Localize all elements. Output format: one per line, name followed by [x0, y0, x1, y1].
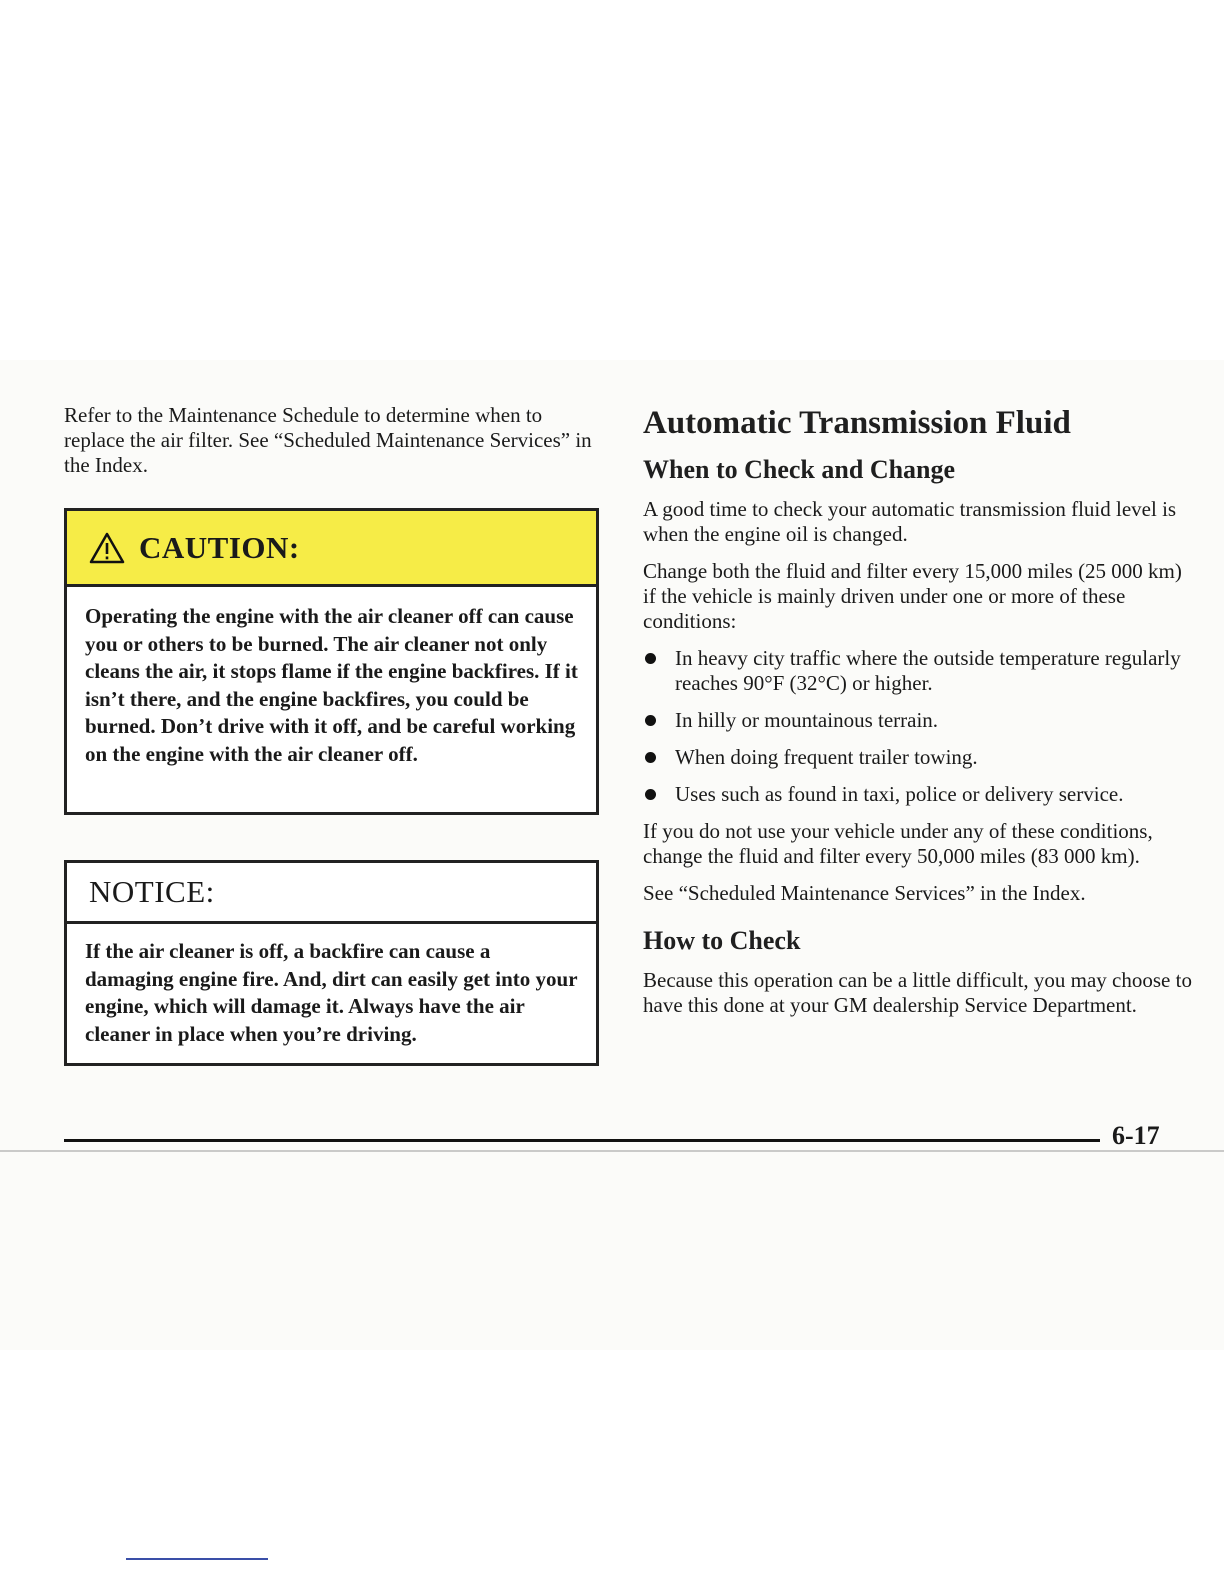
bullet-icon	[645, 653, 656, 664]
footer-rule	[64, 1139, 1100, 1142]
how-to-check-heading: How to Check	[643, 926, 801, 955]
intro-paragraph: Refer to the Maintenance Schedule to determine when to replace the air filter. See “Scheduled Maintenance Services” in the Index.	[64, 403, 592, 477]
list-item	[643, 782, 1193, 807]
conditions-list	[643, 646, 1193, 807]
bullet-icon	[645, 789, 656, 800]
when-to-check-heading: When to Check and Change	[643, 455, 956, 484]
condition-text: When doing frequent trailer towing.	[675, 745, 978, 769]
when-paragraph-1: A good time to check your automatic transmission fluid level is when the engine oil is changed.	[643, 497, 1177, 546]
bottom-link-underline	[126, 1558, 268, 1560]
notice-box	[64, 860, 599, 1066]
how-paragraph: Because this operation can be a little difficult, you may choose to have this done at your GM dealership Service Department.	[643, 968, 1192, 1017]
right-column	[643, 403, 1193, 1030]
bullet-icon	[645, 752, 656, 763]
page-number: 6-17	[1112, 1121, 1160, 1150]
caution-header	[67, 511, 596, 587]
list-item	[643, 745, 1193, 770]
notice-title: NOTICE:	[89, 874, 215, 909]
section-title: Automatic Transmission Fluid	[643, 405, 1071, 441]
warning-triangle-icon	[89, 532, 125, 564]
caution-box	[64, 508, 599, 815]
scan-edge-line	[0, 1150, 1224, 1152]
when-paragraph-4: See “Scheduled Maintenance Services” in the Index.	[643, 881, 1086, 905]
condition-text: In hilly or mountainous terrain.	[675, 708, 939, 732]
when-paragraph-3: If you do not use your vehicle under any of these conditions, change the fluid and filter every 50,000 miles (83 000 km).	[643, 819, 1153, 868]
caution-body: Operating the engine with the air cleaner off can cause you or others to be burned. The air cleaner not only cleans the air, it stops flame if the engine backfires. If it isn’t there, and the engine backfires, you could be burned. Don’t drive with it off, and be careful working on the engine with the air cleaner off.	[85, 604, 578, 766]
notice-header	[67, 863, 596, 924]
left-column	[64, 403, 604, 490]
condition-text: In heavy city traffic where the outside temperature regularly reaches 90°F (32°C) or higher.	[675, 646, 1181, 695]
notice-body: If the air cleaner is off, a backfire can cause a damaging engine fire. And, dirt can easily get into your engine, which will damage it. Always have the air cleaner in place when you’re driving.	[85, 939, 578, 1046]
bullet-icon	[645, 715, 656, 726]
caution-title: CAUTION:	[139, 529, 300, 565]
list-item	[643, 646, 1193, 696]
list-item	[643, 708, 1193, 733]
when-paragraph-2: Change both the fluid and filter every 15,000 miles (25 000 km) if the vehicle is mainly driven under one or more of these conditions:	[643, 559, 1182, 633]
condition-text: Uses such as found in taxi, police or delivery service.	[675, 782, 1124, 806]
